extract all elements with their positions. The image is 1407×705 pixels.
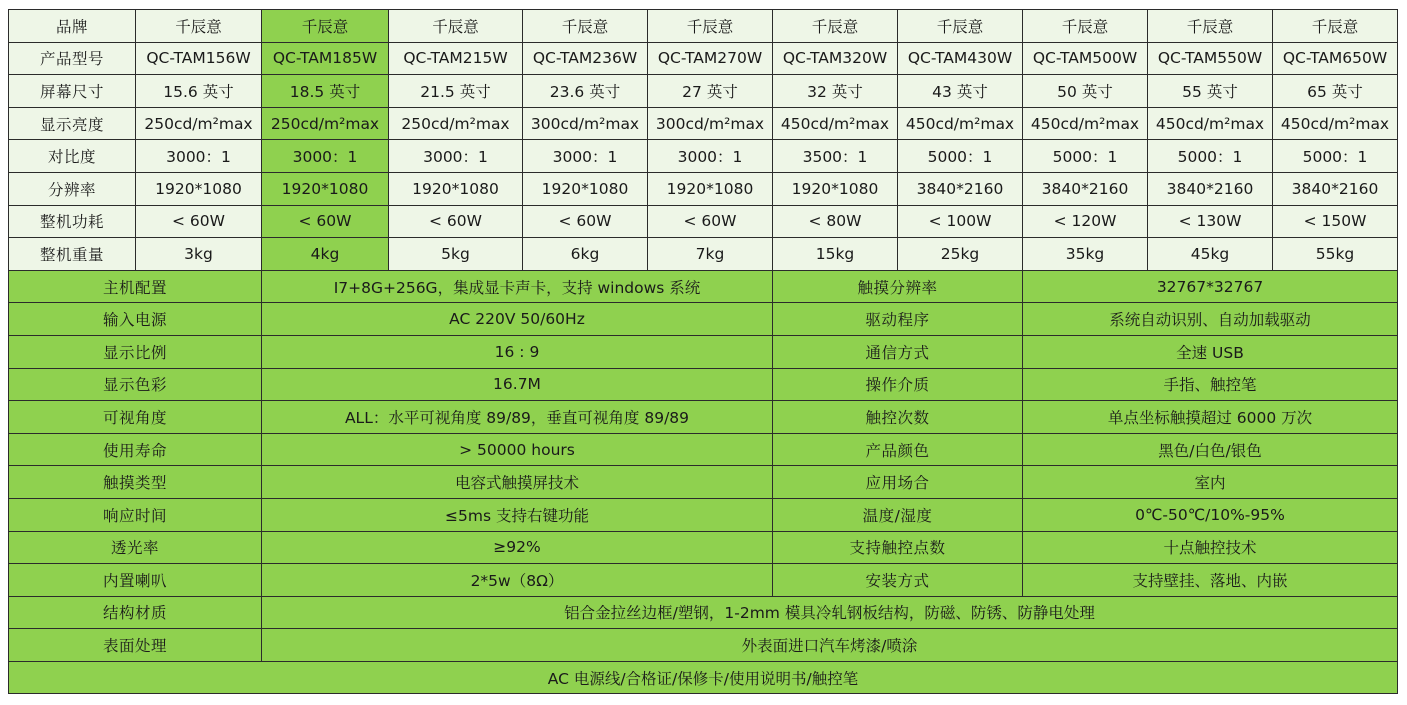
model-cell: 250cd/m²max <box>262 107 389 140</box>
spec-label: 操作介质 <box>773 368 1023 401</box>
model-cell: QC-TAM500W <box>1023 42 1148 75</box>
spec-label: 驱动程序 <box>773 303 1023 336</box>
model-cell: 3840*2160 <box>898 172 1023 205</box>
spec-row <box>9 270 1398 303</box>
model-cell: 千辰意 <box>523 10 648 43</box>
model-row <box>9 205 1398 238</box>
spec-value: 32767*32767 <box>1023 270 1398 303</box>
spec-label: 显示色彩 <box>9 368 262 401</box>
spec-value: AC 220V 50/60Hz <box>262 303 773 336</box>
model-cell: 300cd/m²max <box>648 107 773 140</box>
spec-label: 触控次数 <box>773 401 1023 434</box>
model-cell: < 60W <box>136 205 262 238</box>
spec-label: 温度/湿度 <box>773 498 1023 531</box>
spec-label: 安装方式 <box>773 564 1023 597</box>
spec-row <box>9 531 1398 564</box>
model-cell: 千辰意 <box>262 10 389 43</box>
spec-sheet <box>8 9 1398 694</box>
spec-label: 触摸类型 <box>9 466 262 499</box>
spec-row <box>9 564 1398 597</box>
model-row <box>9 172 1398 205</box>
model-cell: 450cd/m²max <box>1023 107 1148 140</box>
model-cell: 1920*1080 <box>262 172 389 205</box>
model-cell: 千辰意 <box>389 10 523 43</box>
model-cell: 千辰意 <box>136 10 262 43</box>
model-cell: 6kg <box>523 238 648 271</box>
row-label: 屏幕尺寸 <box>9 75 136 108</box>
model-cell: 250cd/m²max <box>389 107 523 140</box>
row-label: 品牌 <box>9 10 136 43</box>
spec-label: 使用寿命 <box>9 433 262 466</box>
spec-value: > 50000 hours <box>262 433 773 466</box>
model-cell: 3840*2160 <box>1023 172 1148 205</box>
model-cell: 千辰意 <box>898 10 1023 43</box>
model-cell: < 60W <box>389 205 523 238</box>
model-cell: 千辰意 <box>648 10 773 43</box>
model-cell: 千辰意 <box>1148 10 1273 43</box>
spec-label: 可视角度 <box>9 401 262 434</box>
model-cell: < 60W <box>648 205 773 238</box>
model-cell: QC-TAM650W <box>1273 42 1398 75</box>
model-cell: QC-TAM236W <box>523 42 648 75</box>
model-cell: < 80W <box>773 205 898 238</box>
row-label: 分辨率 <box>9 172 136 205</box>
model-cell: QC-TAM270W <box>648 42 773 75</box>
spec-label: 应用场合 <box>773 466 1023 499</box>
spec-value: ≤5ms 支持右键功能 <box>262 498 773 531</box>
model-row <box>9 140 1398 173</box>
model-cell: 65 英寸 <box>1273 75 1398 108</box>
spec-label: 输入电源 <box>9 303 262 336</box>
spec-value: 电容式触摸屏技术 <box>262 466 773 499</box>
model-cell: 5000：1 <box>1273 140 1398 173</box>
spec-label: 支持触控点数 <box>773 531 1023 564</box>
model-cell: 千辰意 <box>773 10 898 43</box>
model-cell: 1920*1080 <box>648 172 773 205</box>
model-cell: 3000：1 <box>262 140 389 173</box>
model-cell: 千辰意 <box>1023 10 1148 43</box>
spec-value: 2*5w（8Ω） <box>262 564 773 597</box>
spec-label: 主机配置 <box>9 270 262 303</box>
spec-row-wide <box>9 629 1398 662</box>
spec-value: 单点坐标触摸超过 6000 万次 <box>1023 401 1398 434</box>
model-cell: 3000：1 <box>389 140 523 173</box>
row-label: 产品型号 <box>9 42 136 75</box>
spec-value: 16.7M <box>262 368 773 401</box>
model-cell: 1920*1080 <box>523 172 648 205</box>
model-row <box>9 42 1398 75</box>
model-cell: 25kg <box>898 238 1023 271</box>
spec-label: 结构材质 <box>9 596 262 629</box>
model-cell: 3000：1 <box>648 140 773 173</box>
spec-value: 铝合金拉丝边框/塑钢，1-2mm 模具冷轧钢板结构，防磁、防锈、防静电处理 <box>262 596 1398 629</box>
model-cell: QC-TAM156W <box>136 42 262 75</box>
model-cell: 55 英寸 <box>1148 75 1273 108</box>
spec-label: 响应时间 <box>9 498 262 531</box>
model-cell: 3000：1 <box>523 140 648 173</box>
model-cell: 3500：1 <box>773 140 898 173</box>
spec-row <box>9 433 1398 466</box>
spec-value: 黑色/白色/银色 <box>1023 433 1398 466</box>
row-label: 对比度 <box>9 140 136 173</box>
model-cell: 15.6 英寸 <box>136 75 262 108</box>
model-cell: < 60W <box>262 205 389 238</box>
model-cell: 23.6 英寸 <box>523 75 648 108</box>
model-cell: QC-TAM430W <box>898 42 1023 75</box>
model-cell: < 100W <box>898 205 1023 238</box>
model-cell: 32 英寸 <box>773 75 898 108</box>
row-label: 整机重量 <box>9 238 136 271</box>
model-cell: 300cd/m²max <box>523 107 648 140</box>
model-cell: 4kg <box>262 238 389 271</box>
model-row <box>9 238 1398 271</box>
model-cell: 1920*1080 <box>136 172 262 205</box>
model-cell: 5000：1 <box>1148 140 1273 173</box>
spec-value: 十点触控技术 <box>1023 531 1398 564</box>
spec-value: 支持壁挂、落地、内嵌 <box>1023 564 1398 597</box>
model-cell: 3kg <box>136 238 262 271</box>
spec-label: 触摸分辨率 <box>773 270 1023 303</box>
spec-value: 手指、触控笔 <box>1023 368 1398 401</box>
spec-row-wide <box>9 596 1398 629</box>
spec-value: I7+8G+256G，集成显卡声卡，支持 windows 系统 <box>262 270 773 303</box>
model-cell: 450cd/m²max <box>1148 107 1273 140</box>
model-cell: 50 英寸 <box>1023 75 1148 108</box>
model-row <box>9 107 1398 140</box>
spec-value: 16 : 9 <box>262 335 773 368</box>
spec-row <box>9 368 1398 401</box>
model-cell: 21.5 英寸 <box>389 75 523 108</box>
spec-value: ALL：水平可视角度 89/89，垂直可视角度 89/89 <box>262 401 773 434</box>
model-cell: QC-TAM185W <box>262 42 389 75</box>
model-cell: QC-TAM550W <box>1148 42 1273 75</box>
model-cell: QC-TAM215W <box>389 42 523 75</box>
model-cell: 450cd/m²max <box>1273 107 1398 140</box>
spec-value: 室内 <box>1023 466 1398 499</box>
spec-value: 系统自动识别、自动加载驱动 <box>1023 303 1398 336</box>
model-cell: 43 英寸 <box>898 75 1023 108</box>
model-cell: 450cd/m²max <box>898 107 1023 140</box>
model-cell: 1920*1080 <box>389 172 523 205</box>
model-cell: 7kg <box>648 238 773 271</box>
model-cell: < 130W <box>1148 205 1273 238</box>
model-cell: 3000：1 <box>136 140 262 173</box>
spec-value: ≥92% <box>262 531 773 564</box>
model-cell: 450cd/m²max <box>773 107 898 140</box>
model-cell: 27 英寸 <box>648 75 773 108</box>
model-cell: < 150W <box>1273 205 1398 238</box>
accessories-list: AC 电源线/合格证/保修卡/使用说明书/触控笔 <box>9 661 1398 694</box>
model-cell: 千辰意 <box>1273 10 1398 43</box>
model-row <box>9 10 1398 43</box>
model-cell: 55kg <box>1273 238 1398 271</box>
spec-label: 内置喇叭 <box>9 564 262 597</box>
model-cell: 45kg <box>1148 238 1273 271</box>
spec-row <box>9 466 1398 499</box>
model-cell: 3840*2160 <box>1148 172 1273 205</box>
spec-value: 外表面进口汽车烤漆/喷涂 <box>262 629 1398 662</box>
model-cell: 5000：1 <box>1023 140 1148 173</box>
model-cell: 15kg <box>773 238 898 271</box>
model-cell: QC-TAM320W <box>773 42 898 75</box>
model-cell: 250cd/m²max <box>136 107 262 140</box>
model-cell: < 60W <box>523 205 648 238</box>
model-cell: 3840*2160 <box>1273 172 1398 205</box>
spec-row <box>9 498 1398 531</box>
spec-value: 0℃-50℃/10%-95% <box>1023 498 1398 531</box>
row-label: 整机功耗 <box>9 205 136 238</box>
model-cell: 5000：1 <box>898 140 1023 173</box>
model-row <box>9 75 1398 108</box>
spec-value: 全速 USB <box>1023 335 1398 368</box>
accessories-row <box>9 661 1398 694</box>
spec-label: 表面处理 <box>9 629 262 662</box>
model-cell: 1920*1080 <box>773 172 898 205</box>
spec-label: 透光率 <box>9 531 262 564</box>
spec-label: 显示比例 <box>9 335 262 368</box>
model-cell: 35kg <box>1023 238 1148 271</box>
spec-row <box>9 303 1398 336</box>
model-cell: < 120W <box>1023 205 1148 238</box>
spec-row <box>9 401 1398 434</box>
spec-table <box>8 9 1398 694</box>
row-label: 显示亮度 <box>9 107 136 140</box>
model-cell: 5kg <box>389 238 523 271</box>
spec-row <box>9 335 1398 368</box>
spec-label: 通信方式 <box>773 335 1023 368</box>
spec-label: 产品颜色 <box>773 433 1023 466</box>
model-cell: 18.5 英寸 <box>262 75 389 108</box>
